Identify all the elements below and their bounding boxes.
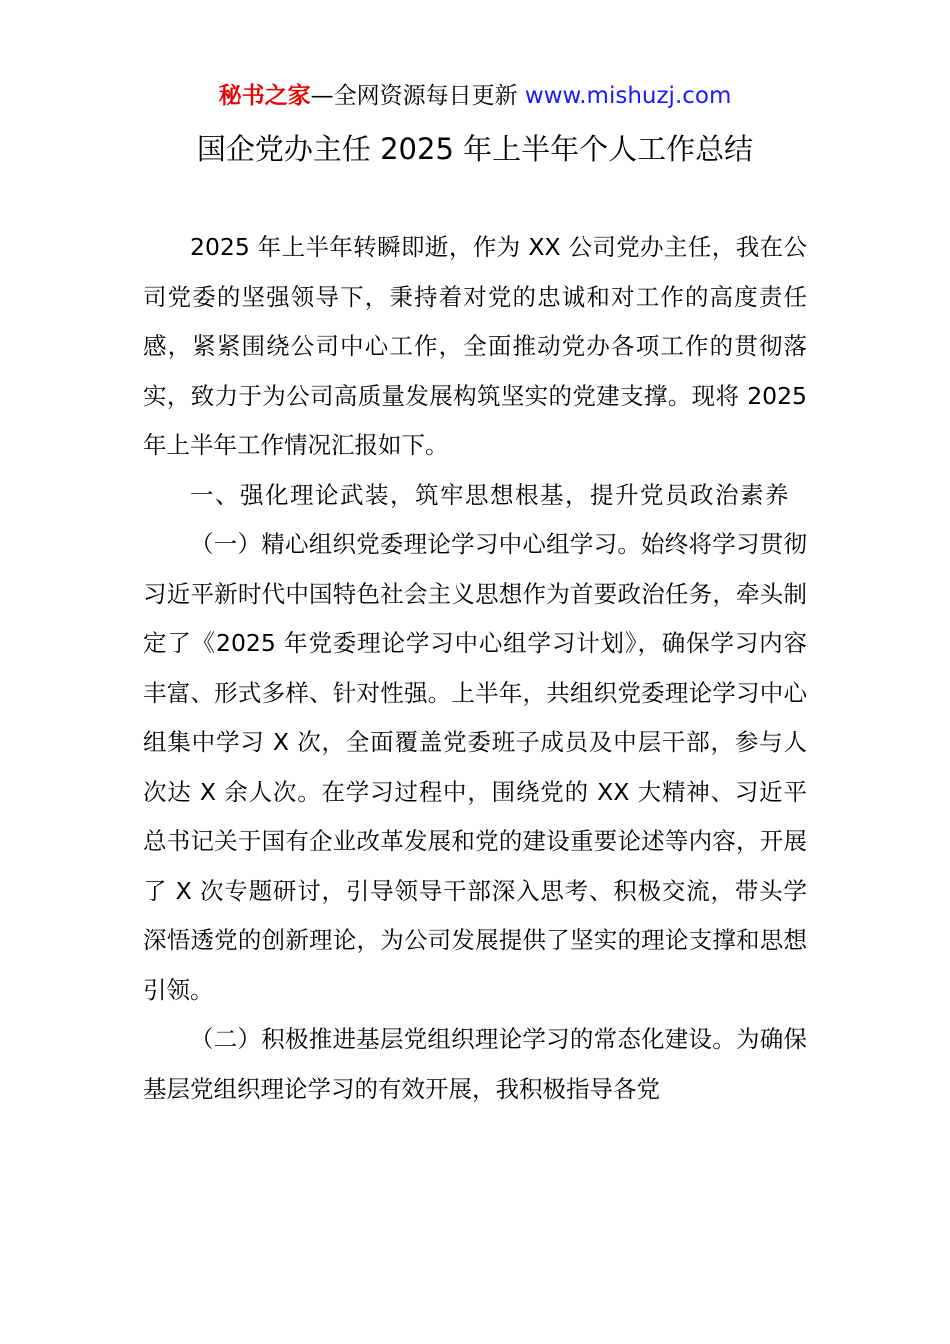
document-body: [143, 223, 807, 1114]
document-title: 国企党办主任 2025 年上半年个人工作总结: [196, 132, 754, 166]
section-1-item-2: （二）积极推进基层党组织理论学习的常态化建设。为确保基层党组织理论学习的有效开展，我积极指导各党: [143, 1025, 807, 1103]
intro-paragraph: 2025 年上半年转瞬即逝，作为 XX 公司党办主任，我在公司党委的坚强领导下，秉持着对党的忠诚和对工作的高度责任感，紧紧围绕公司中心工作，全面推动党办各项工作的贯彻落实，致力于为公司高质量发展构筑坚实的党建支撑。现将 2025 年上半年工作情况汇报如下。: [143, 233, 807, 459]
section-1-item-1: （一）精心组织党委理论学习中心组学习。始终将学习贯彻习近平新时代中国特色社会主义思想作为首要政治任务，牵头制定了《2025 年党委理论学习中心组学习计划》，确保学习内容丰富、形式多样、针对性强。上半年，共组织党委理论学习中心组集中学习 X 次，全面覆盖党委班子成员及中层干部，参与人次达 X 余人次。在学习过程中，围绕党的 XX 大精神、习近平总书记关于国有企业改革发展和党的建设重要论述等内容，开展了 X 次专题研讨，引导领导干部深入思考、积极交流，带头学深悟透党的创新理论，为公司发展提供了坚实的理论支撑和思想引领。: [143, 530, 807, 1004]
section-heading-1: 一、强化理论武装，筑牢思想根基，提升党员政治素养: [190, 480, 790, 509]
site-url-link[interactable]: www.mishuzj.com: [524, 83, 732, 109]
site-header-banner: [0, 80, 950, 112]
site-tagline: —全网资源每日更新: [310, 83, 525, 109]
site-name: 秘书之家: [218, 83, 311, 109]
